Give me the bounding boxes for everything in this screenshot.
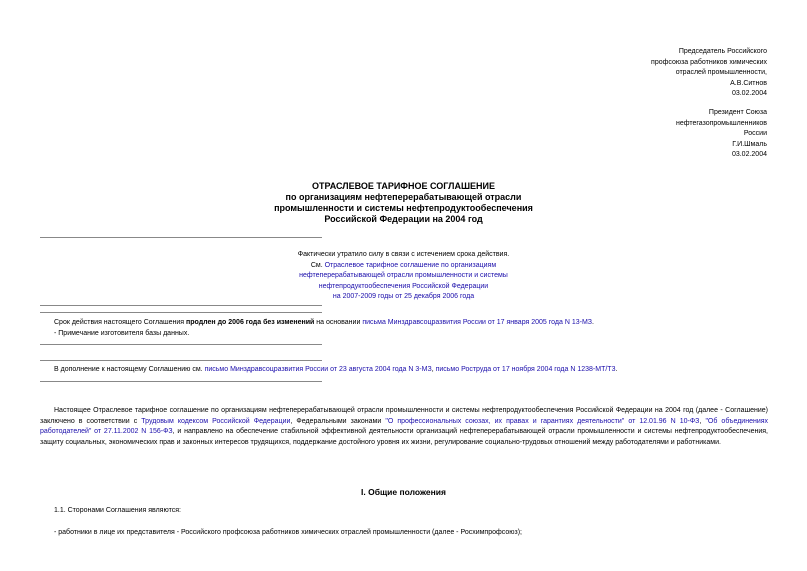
divider (40, 381, 322, 382)
ministry-letter-link[interactable]: письмо Минздравсоцразвития России от 23 августа 2004 года N 3-МЗ (204, 366, 432, 373)
signature-line: Председатель Российского (678, 48, 767, 55)
signature-line: нефтегазопромышленников (675, 119, 767, 127)
signature-line: отраслей промышленности, (675, 69, 767, 76)
section-paragraph: - работники в лице их представителя - Российского профсоюза работников химических отраслей промышленности (далее - Росхимпрофсоюз); (54, 529, 522, 536)
title-line: ОТРАСЛЕВОЕ ТАРИФНОЕ СОГЛАШЕНИЕ (312, 181, 495, 191)
employers-associations-law-link[interactable]: "Об объединениях работодателей" от 27.11.2002 N 156-ФЗ (40, 417, 769, 436)
note-text: на основании (314, 319, 363, 326)
divider (40, 305, 322, 306)
divider (40, 360, 322, 361)
signature-line: профсоюза работников химических (651, 58, 767, 66)
title-line: Российской Федерации на 2004 год (324, 214, 483, 224)
paragraph-text: , и направлено на обеспечение стабильной эффективной деятельности организаций нефтеперерабатывающей отрасли промышленности и системы нефтепродуктообеспечения, защиту социальных, экономических прав и законных интересов трудящихся, поддержание достойного уровня их жизни, регулирование социально-трудовых отношений между работодателями и работниками. (40, 428, 769, 446)
replacement-agreement-link[interactable]: Отраслевое тарифное соглашение по организациям (324, 261, 497, 269)
signature-line: Г.И.Шмаль (732, 140, 767, 148)
replacement-agreement-link[interactable]: нефтеперерабатывающей отрасли промышленности и системы (299, 272, 508, 279)
status-see-prefix: См. (310, 261, 325, 269)
signature-line: А.В.Ситнов (730, 79, 767, 87)
note-text: В дополнение к настоящему Соглашению см. (54, 366, 205, 373)
section-paragraph: 1.1. Сторонами Соглашения являются: (54, 507, 181, 514)
signature-line: Президент Союза (708, 109, 767, 116)
divider (40, 344, 322, 345)
editor-remark: - Примечание изготовителя базы данных. (54, 329, 190, 337)
intro-paragraph (40, 406, 768, 448)
paragraph-text: Настоящее Отраслевое тарифное соглашение по организациям нефтеперерабатывающей отрасли промышленности и системы нефтепродуктообеспечения Российской Федерации на 2004 год (далее - Соглашение) заключено в соответствии с (40, 407, 768, 425)
title-line: по организациям нефтеперерабатывающей отрасли (285, 192, 522, 202)
signature-chairman (651, 47, 767, 100)
supplement-note (54, 365, 794, 376)
note-text: . (615, 366, 618, 373)
title-line: промышленности и системы нефтепродуктообеспечения (274, 203, 533, 213)
replacement-agreement-link[interactable]: нефтепродуктообеспечения Российской Федерации (318, 282, 489, 290)
paragraph-text: , (699, 417, 706, 425)
paragraph-text: , Федеральными законами (290, 417, 386, 425)
document-title (0, 181, 807, 225)
labor-code-link[interactable]: Трудовым кодексом Российской Федерации (141, 417, 291, 425)
signature-line: России (743, 130, 767, 137)
trade-unions-law-link[interactable]: "О профессиональных союзах, их правах и гарантиях деятельности" от 12.01.96 N 10-ФЗ (385, 417, 700, 425)
divider (40, 312, 322, 313)
note-text: . (592, 319, 594, 326)
note-bold-text: продлен до 2006 года без изменений (186, 319, 315, 326)
divider (40, 237, 322, 238)
rostrud-letter-link[interactable]: письмо Роструда от 17 ноября 2004 года N 1238-МТ/Т3 (435, 366, 616, 373)
note-text: , (431, 366, 436, 373)
section-heading: I. Общие положения (361, 487, 446, 497)
replacement-agreement-link[interactable]: на 2007-2009 годы от 25 декабря 2006 года (332, 293, 475, 300)
signature-line: 03.02.2004 (731, 151, 767, 158)
note-text: Срок действия настоящего Соглашения (54, 319, 187, 326)
status-text: Фактически утратило силу в связи с истечением срока действия. (297, 251, 510, 258)
signature-line: 03.02.2004 (731, 90, 767, 97)
ministry-letter-link[interactable]: письма Минздравсоцразвития России от 17 января 2005 года N 13-МЗ (362, 319, 592, 326)
signature-president (676, 108, 767, 161)
status-notice (0, 250, 807, 303)
extension-note (54, 318, 794, 339)
